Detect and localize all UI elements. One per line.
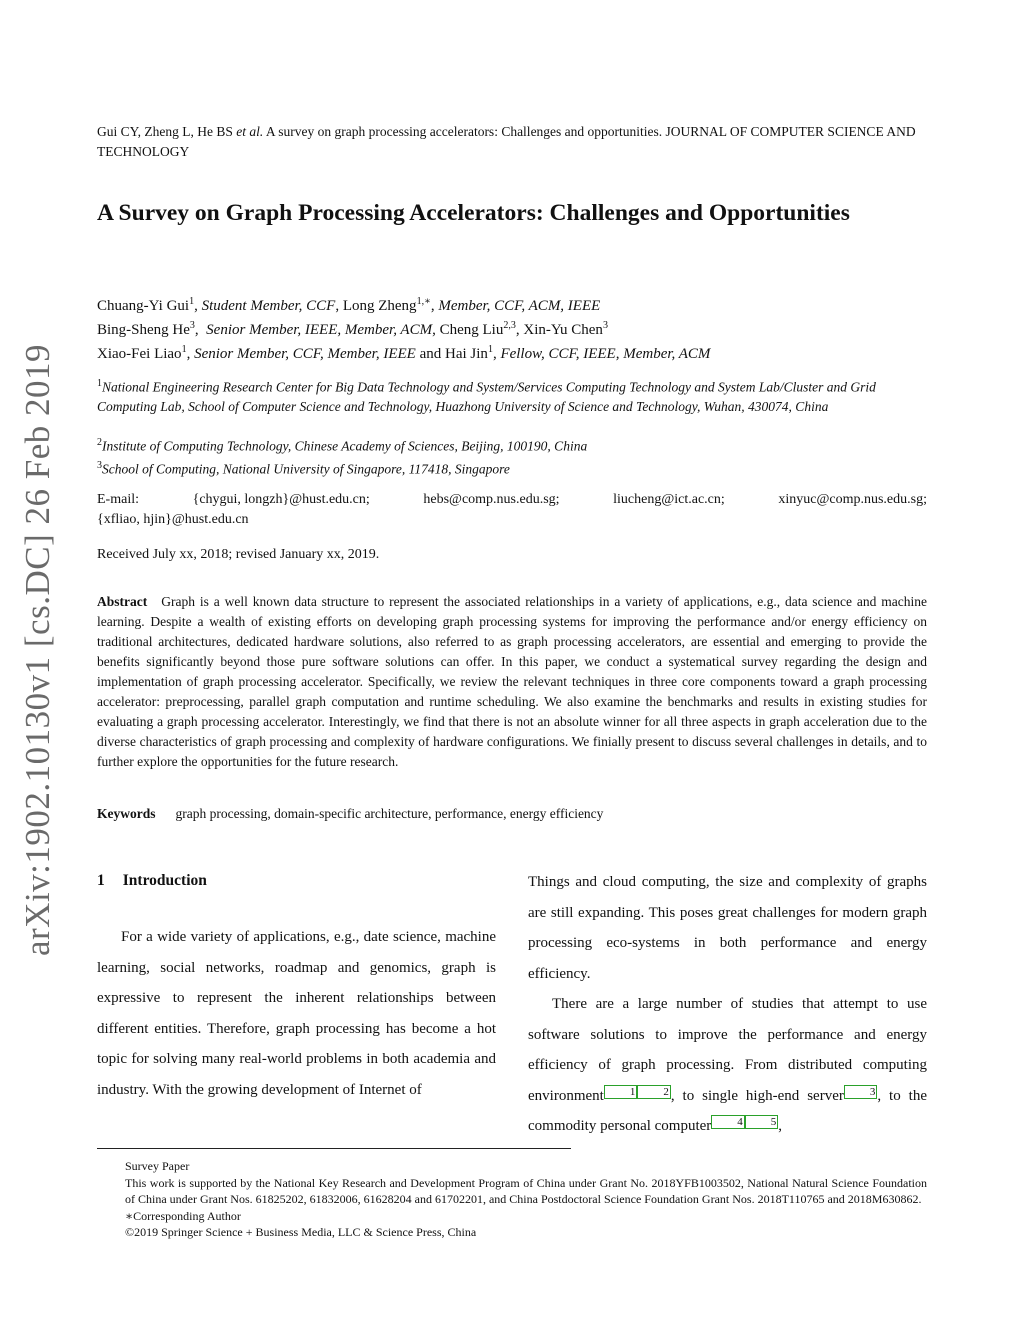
author-role: Senior Member, IEEE, Member, ACM: [206, 322, 433, 338]
citation-prefix: Gui CY, Zheng L, He BS: [97, 124, 237, 139]
author-name: Xiao-Fei Liao: [97, 346, 182, 362]
author-line-1: Chuang-Yi Gui$^1$, Student Member, CCF, Long Zheng$^{1,∗}$, Member, CCF, ACM, IEEE: [97, 296, 601, 314]
affiliation-text: Institute of Computing Technology, Chinese Academy of Sciences, Beijing, 100190, China: [102, 438, 588, 454]
author-line-2: Bing-Sheng He$^3$, Senior Member, IEEE, Member, ACM, Cheng Liu$^{2,3}$, Xin-Yu Chen$^3$: [97, 320, 608, 338]
email-address[interactable]: xinyuc@comp.nus.edu.sg;: [778, 492, 927, 507]
author-role: Member, CCF, ACM, IEEE: [438, 298, 601, 314]
author-list: [97, 292, 927, 364]
section-number: 1: [97, 872, 105, 889]
citation-link[interactable]: 4: [711, 1115, 745, 1129]
author-line-3: Xiao-Fei Liao$^1$, Senior Member, CCF, Member, IEEE and Hai Jin$^1$, Fellow, CCF, IEEE, Member, ACM: [97, 344, 711, 362]
author-role: Senior Member, CCF, Member, IEEE: [194, 346, 416, 362]
email-line: [97, 490, 927, 510]
received-date: Received July xx, 2018; revised January xx, 2019.: [97, 547, 380, 562]
keywords: [97, 806, 603, 822]
affiliation-sup: 3: [97, 460, 102, 471]
intro-text: There are a large number of studies that attempt to use software solutions to improve the performance and energy efficiency of graph processing. From distributed computing environment: [528, 996, 927, 1104]
affiliation-text: National Engineering Research Center for Big Data Technology and System/Services Computing Technology and System Lab/Cluster and Grid Computing Lab, School of Computer Science and Technology, Huazhong University of Science and Technology, Wuhan, 430074, China: [97, 379, 876, 414]
intro-text: ,: [778, 1118, 783, 1134]
author-sup: 3: [602, 320, 608, 331]
author-name: Long Zheng: [342, 298, 417, 314]
citation-link[interactable]: 3: [844, 1085, 878, 1099]
footnote-copyright: ©2019 Springer Science + Business Media, LLC & Science Press, China: [125, 1225, 477, 1239]
author-sup: 1,∗: [416, 296, 431, 307]
intro-text: , to single high-end server: [670, 1087, 844, 1104]
footnote-survey: Survey Paper: [125, 1159, 190, 1173]
citation-header: [97, 122, 927, 162]
email-address[interactable]: {chygui, longzh}@hust.edu.cn;: [192, 492, 370, 507]
affiliation-sup: 2: [97, 437, 102, 448]
keywords-label: Keywords: [97, 806, 156, 821]
author-name: Bing-Sheng He: [97, 322, 190, 338]
affiliation-3: [97, 456, 927, 479]
citation-rest: A survey on graph processing accelerators: Challenges and opportunities. JOURNAL OF COMPUTER SCIENCE AND TECHNOLOGY: [97, 124, 916, 159]
abstract: [97, 592, 927, 772]
author-sup: 1: [487, 344, 493, 355]
citation-link[interactable]: 5: [745, 1115, 779, 1129]
footnote-grant: This work is supported by the National Key Research and Development Program of China under Grant No. 2018YFB1003502, National Natural Science Foundation of China under Grant Nos. 61825202, 61832006, 61628204 and 61702201, and China Postdoctoral Science Foundation Grant Nos. 2018T110765 and 2018M630862.: [125, 1175, 927, 1206]
footnote-rule: [97, 1148, 571, 1149]
email-line: [97, 510, 927, 530]
abstract-label: Abstract: [97, 594, 148, 609]
section-title: Introduction: [122, 872, 207, 889]
affiliation-1: [97, 374, 927, 416]
email-address[interactable]: {xfliao, hjin}@hust.edu.cn: [97, 512, 249, 527]
footnote-corresponding: ∗Corresponding Author: [125, 1208, 241, 1223]
author-sup: 3: [189, 320, 195, 331]
author-sup: 1: [181, 344, 187, 355]
affiliation-text: School of Computing, National University of Singapore, 117418, Singapore: [102, 461, 510, 477]
author-sup: 2,3: [503, 320, 516, 331]
intro-right-column: [528, 867, 927, 1142]
section-heading: [97, 872, 207, 890]
citation-link[interactable]: 1: [604, 1085, 638, 1099]
email-address[interactable]: hebs@comp.nus.edu.sg;: [423, 492, 560, 507]
email-label: E-mail:: [97, 492, 139, 507]
intro-paragraph: Things and cloud computing, the size and complexity of graphs are still expanding. This poses great challenges for modern graph processing eco-systems in both performance and energy efficiency.: [528, 874, 927, 982]
author-name: Hai Jin: [445, 346, 488, 362]
author-role: Student Member, CCF: [201, 298, 336, 314]
affiliation-2: [97, 433, 927, 456]
citation-link[interactable]: 2: [637, 1085, 671, 1099]
email-address[interactable]: liucheng@ict.ac.cn;: [613, 492, 725, 507]
arxiv-stamp-text: arXiv:1902.10130v1 [cs.DC] 26 Feb 2019: [18, 343, 57, 957]
paper-title: A Survey on Graph Processing Accelerators: Challenges and Opportunities: [97, 200, 850, 226]
citation-etal: et al.: [236, 124, 264, 139]
author-name: Cheng Liu: [439, 322, 504, 338]
author-role: Fellow, CCF, IEEE, Member, ACM: [500, 346, 711, 362]
author-name: Chuang-Yi Gui: [97, 298, 190, 314]
footnotes: [97, 1158, 927, 1241]
intro-left-column: For a wide variety of applications, e.g., date science, machine learning, social networks, roadmap and genomics, graph is expressive to represent the inherent relationships between different entities. Therefore, graph processing has become a hot topic for solving many real-world problems in both academia and industry. With the growing development of Internet of: [97, 929, 496, 1098]
arxiv-stamp: [8, 343, 68, 957]
abstract-text: Graph is a well known data structure to represent the associated relationships in a variety of applications, e.g., data science and machine learning. Despite a wealth of existing efforts on developing graph processing systems for improving the performance and/or energy efficiency on traditional architectures, dedicated hardware solutions, also referred to as graph processing accelerators, are essential and emerging to provide the benefits significantly beyond those pure software solutions can offer. In this paper, we conduct a systematical survey regarding the design and implementation of graph processing accelerator. Specifically, we review the relevant techniques in three core components toward a graph processing accelerator: preprocessing, parallel graph computation and runtime scheduling. We also examine the benchmarks and results in existing studies for evaluating a graph processing accelerator. Interestingly, we find that there is not an absolute winner for all three aspects in graph acceleration due to the diverse characteristics of graph processing and complexity of hardware configurations. We finially present to discuss several challenges in details, and to further explore the opportunities for the future research.: [97, 594, 927, 769]
email-block: [97, 490, 927, 530]
keywords-text: graph processing, domain-specific architecture, performance, energy efficiency: [175, 806, 604, 821]
affiliation-sup: 1: [97, 378, 102, 389]
author-name: Xin-Yu Chen: [523, 322, 603, 338]
intro-text: , to the commodity personal computer: [528, 1087, 927, 1134]
author-sup: 1: [189, 296, 195, 307]
author-and: and: [419, 346, 442, 362]
intro-paragraph: [528, 989, 927, 1142]
